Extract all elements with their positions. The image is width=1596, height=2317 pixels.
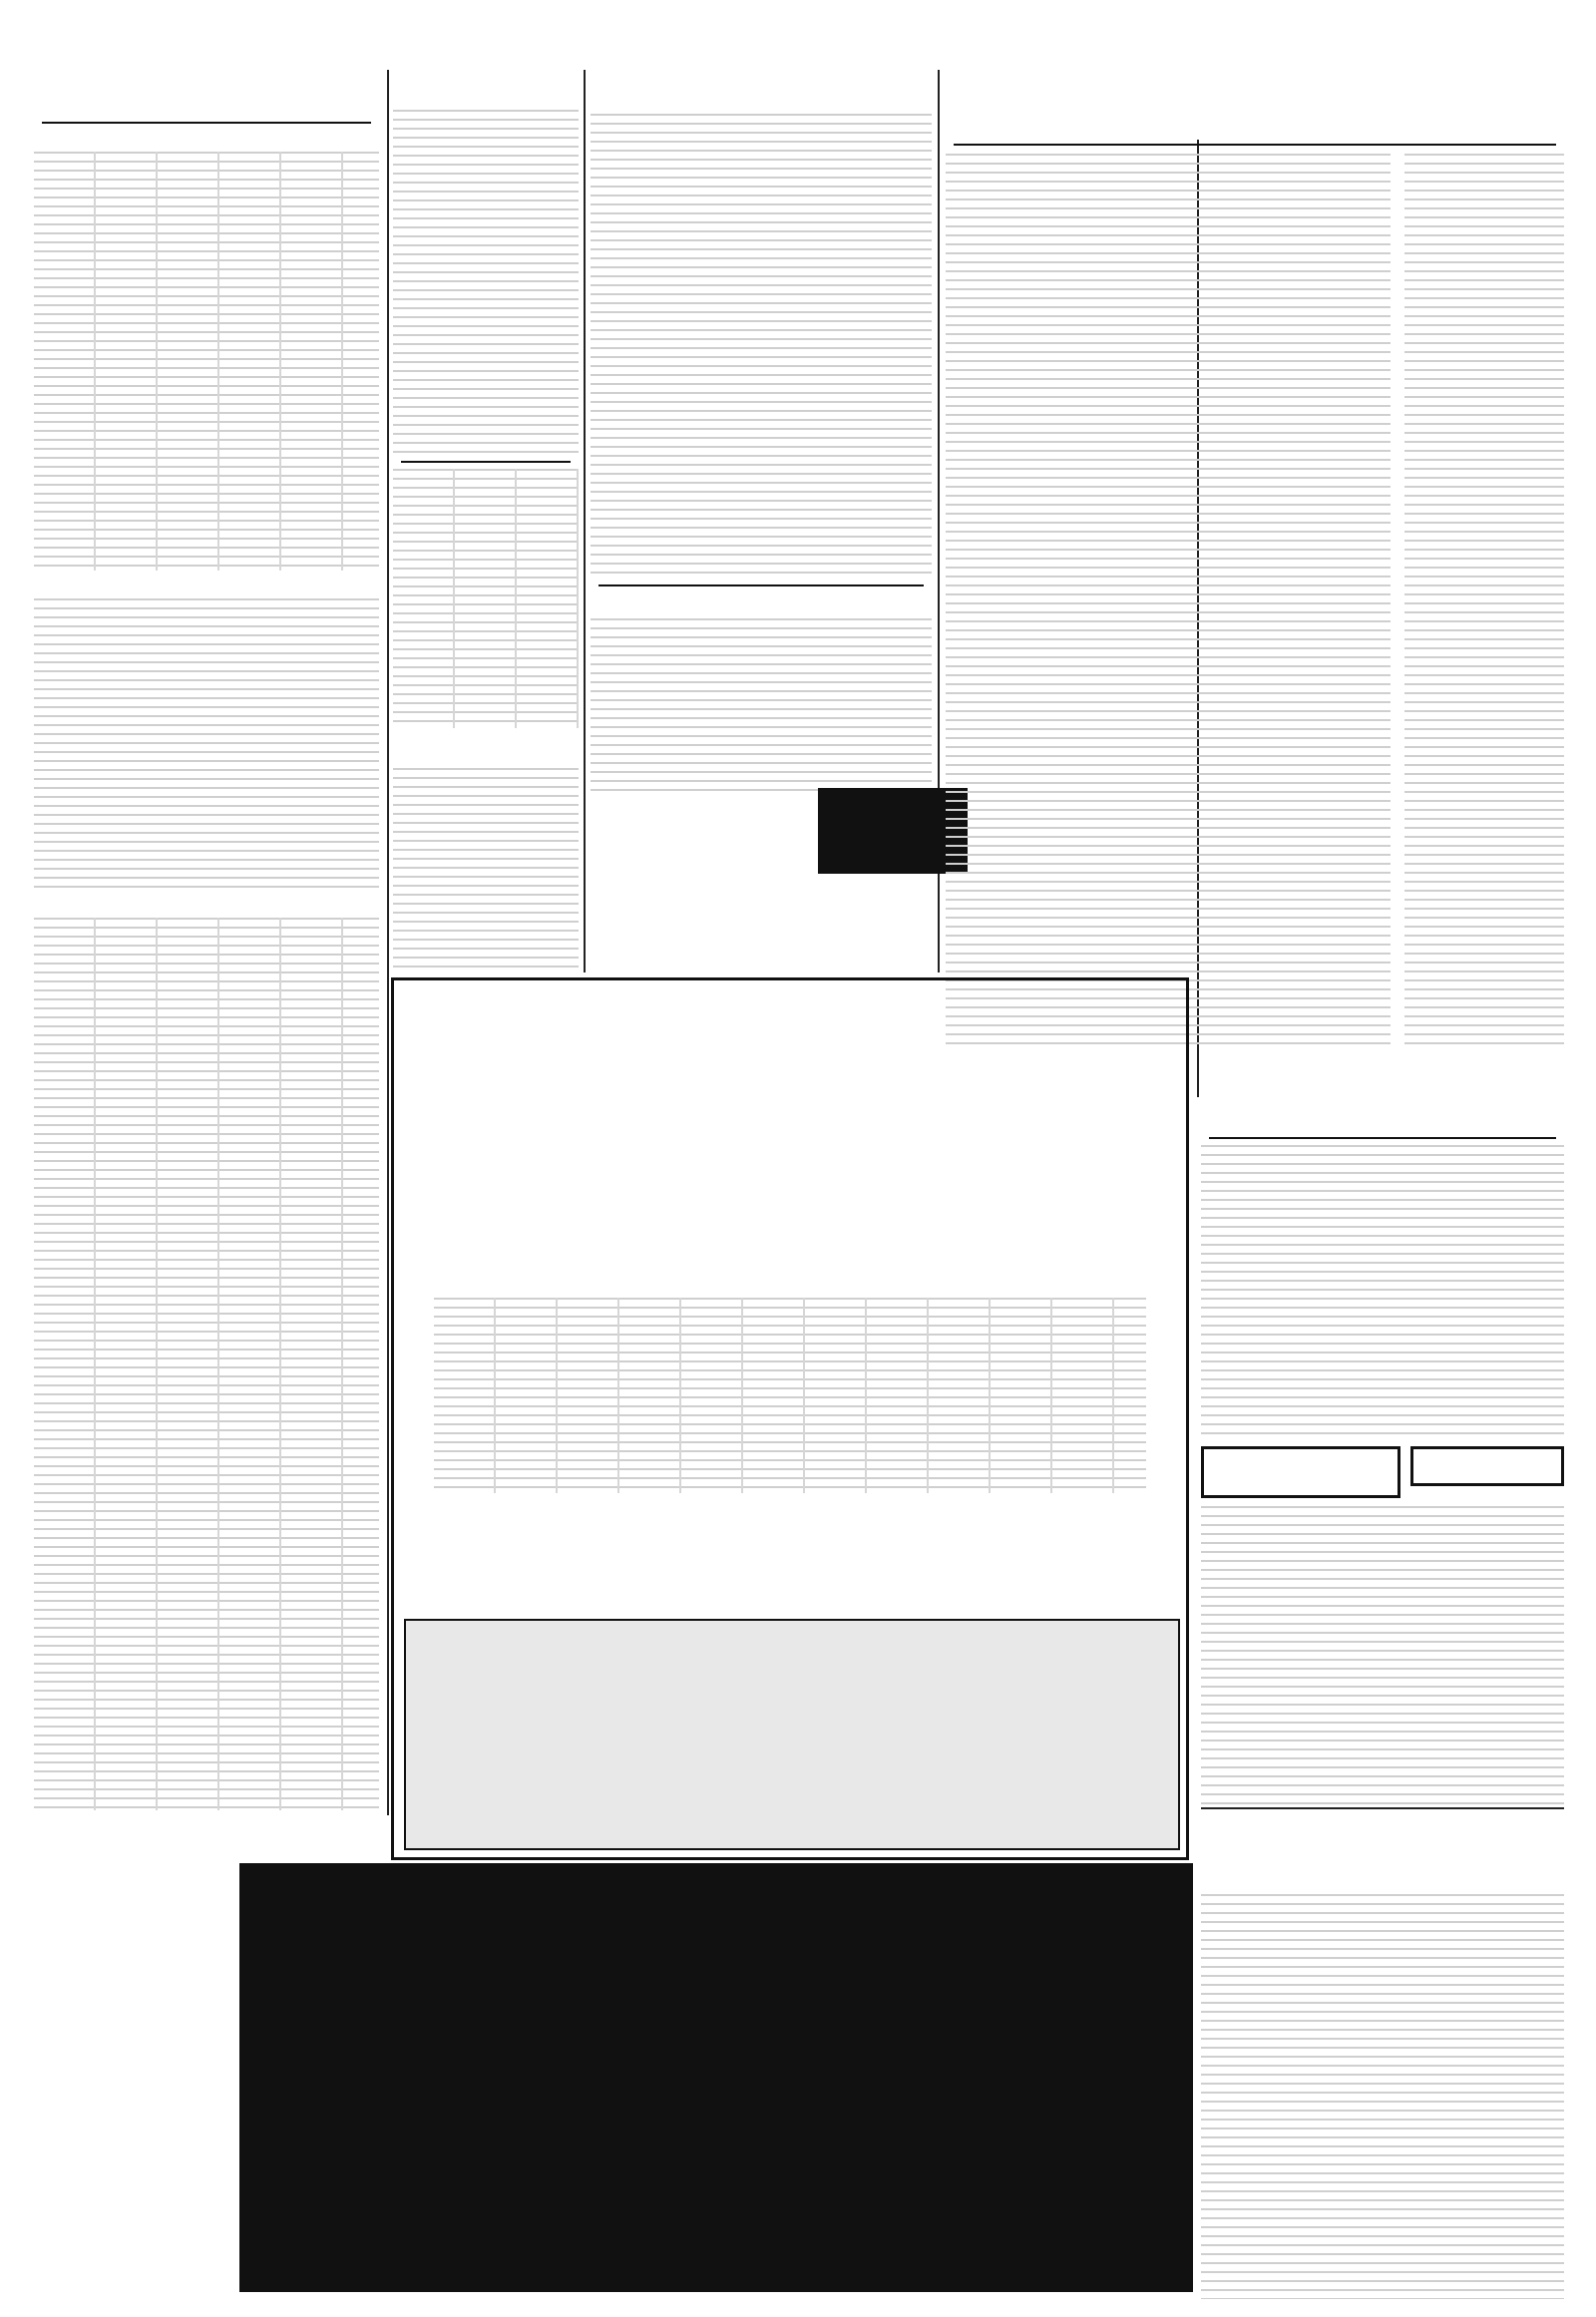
- article-text: [1201, 154, 1391, 1051]
- column-rule: [584, 70, 586, 972]
- main-story-column: [946, 70, 1564, 1097]
- article-text: [393, 110, 579, 454]
- article-text: [393, 768, 579, 972]
- lottery-ad: [391, 977, 1189, 1860]
- article-text: [591, 114, 932, 579]
- market-table: [34, 152, 379, 571]
- article-text: [1201, 1506, 1564, 1805]
- economic-column: [34, 70, 379, 1810]
- lottery-illustration: [404, 1619, 1180, 1850]
- right-lower-column: [1201, 1107, 1564, 1805]
- prize-table: [434, 1298, 1146, 1493]
- article-text: [946, 154, 1215, 1051]
- literature-column: [393, 70, 579, 972]
- article-text: [1404, 154, 1564, 1051]
- column-rule: [387, 70, 389, 1815]
- market-table: [393, 469, 579, 728]
- invitation-box: [1201, 1446, 1400, 1498]
- article-text: [591, 618, 932, 798]
- article-text: [34, 598, 379, 888]
- article-text: [1201, 1894, 1564, 2299]
- footer-banner: [239, 1863, 1193, 2292]
- article-text: [1201, 1145, 1564, 1436]
- exchange-table: [34, 918, 379, 1810]
- hellenic-box: [1410, 1446, 1564, 1486]
- bank-notice: [1201, 1810, 1564, 2299]
- section-rule: [1201, 1807, 1564, 1809]
